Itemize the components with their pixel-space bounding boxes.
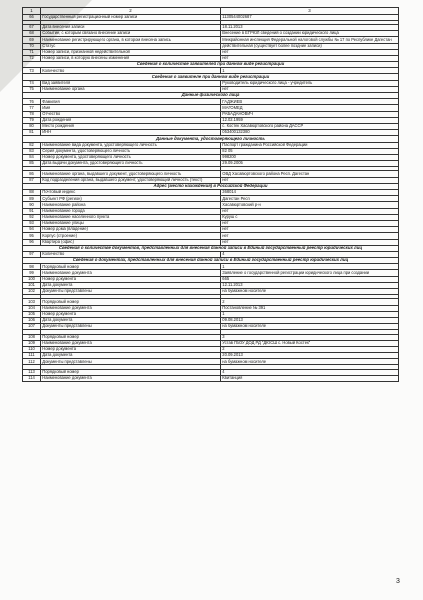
row-value: 18.11.2013	[221, 24, 399, 30]
row-number: 93	[23, 220, 41, 226]
row-label: Наименование документа	[41, 270, 221, 276]
row-number: 106	[23, 317, 41, 323]
row-number: 111	[23, 353, 41, 359]
row-label: Статус	[41, 43, 221, 49]
row-label: Дата внесения записи	[41, 24, 221, 30]
row-label: Номер записи, в которую внесены изменения	[41, 55, 221, 61]
row-number: 83	[23, 148, 41, 154]
row-value: 09.08.2013	[221, 317, 399, 323]
page-number: 3	[396, 578, 400, 585]
row-number: 78	[23, 111, 41, 117]
row-number: 99	[23, 270, 41, 276]
row-value: 368014	[221, 190, 399, 196]
registry-table-body	[23, 8, 399, 382]
row-number: 69	[23, 37, 41, 43]
row-label: Порядковый номер	[41, 334, 221, 340]
row-number: 107	[23, 324, 41, 330]
row-number: 95	[23, 233, 41, 239]
row-number: 74	[23, 80, 41, 86]
row-value: ОВД Хасавюртовского района Респ. Дагестан	[221, 171, 399, 177]
row-number: 71	[23, 49, 41, 55]
row-label: Отчество	[41, 111, 221, 117]
row-value: Паспорт гражданина Российской Федерации	[221, 142, 399, 148]
row-number: 90	[23, 202, 41, 208]
row-label: Код подразделения органа, выдавшего документ, удостоверяющий личность (текст)	[41, 177, 221, 183]
row-label: Дата рождения	[41, 117, 221, 123]
row-label: Наименование вида документа, удостоверяющего личность	[41, 142, 221, 148]
row-label: Место рождения	[41, 123, 221, 129]
row-value: 2	[221, 346, 399, 352]
row-label: Номер дома (владение)	[41, 227, 221, 233]
row-number: 110	[23, 346, 41, 352]
row-label: Наименование населенного пункта	[41, 214, 221, 220]
section-heading-row	[23, 245, 399, 251]
row-label: Порядковый номер	[41, 264, 221, 270]
row-number: 91	[23, 208, 41, 214]
row-number: 102	[23, 289, 41, 295]
row-label: Наименование улицы	[41, 220, 221, 226]
row-number: 100	[23, 276, 41, 282]
section-heading: Данные физического лица	[23, 93, 399, 99]
row-value: нет	[221, 208, 399, 214]
column-header-3: 3	[221, 8, 399, 15]
row-number: 108	[23, 334, 41, 340]
row-number: 109	[23, 340, 41, 346]
row-value: 998200	[221, 154, 399, 160]
row-label: Фамилия	[41, 99, 221, 105]
row-label: Номер документа	[41, 276, 221, 282]
row-number: 67	[23, 24, 41, 30]
row-label: Почтовый индекс	[41, 190, 221, 196]
column-header-1: 1	[23, 8, 41, 15]
section-heading: Сведения о количестве заявителей при данном виде регистрации	[23, 62, 399, 68]
row-value: 4	[221, 251, 399, 257]
row-label: Документы представлены	[41, 289, 221, 295]
row-number: 88	[23, 190, 41, 196]
row-label: Документы представлены	[41, 324, 221, 330]
row-number: 86	[23, 171, 41, 177]
section-heading: Сведения о документах, представленных для внесения данной записи в Единый государственный реестр юридических лиц	[23, 258, 399, 264]
row-value: 12.11.2013	[221, 282, 399, 288]
row-value: 29.09.2005	[221, 161, 399, 167]
row-value: Квитанция	[221, 375, 399, 381]
egrul-extract-sheet	[22, 7, 398, 382]
row-label: Количество	[41, 251, 221, 257]
row-value: нет	[221, 55, 399, 61]
row-value: нет	[221, 233, 399, 239]
row-label: Наименование органа, выдавшего документ, удостоверяющего личность	[41, 171, 221, 177]
row-label: Наименование документа	[41, 375, 221, 381]
row-label: Дата выдачи документа, удостоверяющего личность	[41, 161, 221, 167]
row-number: 66	[23, 14, 41, 20]
row-number: 92	[23, 214, 41, 220]
section-heading: Данные документа, удостоверяющего личность	[23, 136, 399, 142]
row-number: 87	[23, 177, 41, 183]
row-value: Хасавюртовский р-н	[221, 202, 399, 208]
row-value: нет	[221, 49, 399, 55]
column-header-row	[23, 8, 399, 15]
row-number: 98	[23, 264, 41, 270]
row-value: 1	[221, 311, 399, 317]
row-value: нет	[221, 239, 399, 245]
row-value: 1130544002687	[221, 14, 399, 20]
row-value: 3	[221, 334, 399, 340]
row-label: Наименование регистрирующего органа, в котором внесена запись	[41, 37, 221, 43]
row-number: 81	[23, 130, 41, 136]
row-value: на бумажном носителе	[221, 289, 399, 295]
row-number: 96	[23, 239, 41, 245]
row-value: Куруш с	[221, 214, 399, 220]
row-number: 76	[23, 99, 41, 105]
row-label: Номер документа	[41, 311, 221, 317]
row-label: Корпус (строение)	[41, 233, 221, 239]
row-label: Имя	[41, 105, 221, 111]
row-number: 103	[23, 299, 41, 305]
row-value: 1	[221, 264, 399, 270]
row-number: 73	[23, 68, 41, 74]
row-value: нет	[221, 220, 399, 226]
row-number: 82	[23, 142, 41, 148]
row-number: 112	[23, 359, 41, 365]
row-value: Межрайонная инспекция Федеральной налоговой службы № 17 по Республике Дагестан	[221, 37, 399, 43]
row-label: Квартира (офис)	[41, 239, 221, 245]
row-value: РАБАДАНОВИЧ	[221, 111, 399, 117]
row-number: 80	[23, 123, 41, 129]
row-value: на бумажном носителе	[221, 324, 399, 330]
section-heading-row	[23, 258, 399, 264]
row-label: Документы представлены	[41, 359, 221, 365]
row-number: 94	[23, 227, 41, 233]
row-label: Государственный регистрационный номер записи	[41, 14, 221, 20]
row-label: Номер документа	[41, 346, 221, 352]
row-value: 20.09.2013	[221, 353, 399, 359]
row-value: Руководитель юридического лица - учредитель	[221, 80, 399, 86]
row-label: Наименование документа	[41, 305, 221, 311]
row-label: Наименование органа	[41, 86, 221, 92]
row-value: Внесение в ЕГРЮЛ сведений о создании юридического лица	[221, 31, 399, 37]
row-value: ГАДЖИЕВ	[221, 99, 399, 105]
row-value: 053400132380	[221, 130, 399, 136]
registry-table	[22, 7, 399, 382]
row-number: 114	[23, 375, 41, 381]
row-value: с. Костек Хасавюртовского района ДАССР	[221, 123, 399, 129]
row-number: 84	[23, 154, 41, 160]
row-value: 4	[221, 369, 399, 375]
row-value: 2	[221, 299, 399, 305]
row-value: Постановление № 391	[221, 305, 399, 311]
row-label: Порядковый номер	[41, 299, 221, 305]
table-row	[23, 375, 399, 381]
row-value: нет	[221, 227, 399, 233]
row-value: 82 05	[221, 148, 399, 154]
row-value: 1	[221, 68, 399, 74]
row-label: Дата документа	[41, 317, 221, 323]
row-label: Наименование района	[41, 202, 221, 208]
row-value: нет	[221, 177, 399, 183]
row-value: Дагестан Респ	[221, 196, 399, 202]
row-number: 97	[23, 251, 41, 257]
row-number: 113	[23, 369, 41, 375]
row-value: нет	[221, 86, 399, 92]
row-number: 68	[23, 31, 41, 37]
row-value: действительная (существует более поздние записи)	[221, 43, 399, 49]
row-label: Номер документа, удостоверяющего личность	[41, 154, 221, 160]
row-number: 85	[23, 161, 41, 167]
row-number: 104	[23, 305, 41, 311]
row-label: Вид заявителя	[41, 80, 221, 86]
row-label: Количество	[41, 68, 221, 74]
row-value: на бумажном носителе	[221, 359, 399, 365]
section-heading: Адрес (место нахождения) в Российской Федерации	[23, 183, 399, 189]
row-number: 72	[23, 55, 41, 61]
section-heading: Сведения о заявителе при данном виде регистрации	[23, 74, 399, 80]
row-label: Номер записи, признанной недействительной	[41, 49, 221, 55]
row-label: Наименование города	[41, 208, 221, 214]
row-label: Дата документа	[41, 282, 221, 288]
row-number: 79	[23, 117, 41, 123]
row-number: 105	[23, 311, 41, 317]
row-value: Заявление о государственной регистрации юридического лица при создании	[221, 270, 399, 276]
row-value: 665	[221, 276, 399, 282]
row-value: МАГОМЕД	[221, 105, 399, 111]
row-label: Дата документа	[41, 353, 221, 359]
row-value: 12.02.1959	[221, 117, 399, 123]
row-label: Серия документа, удостоверяющего личность	[41, 148, 221, 154]
row-label: Субъект РФ (регион)	[41, 196, 221, 202]
row-value: Устав ГБОУ ДОД РД "ДЮСШ с. Новый Костек"	[221, 340, 399, 346]
section-heading: Сведения о количестве документов, представленных для внесения данной записи в Единый государственный реестр юридических лиц	[23, 245, 399, 251]
row-number: 89	[23, 196, 41, 202]
row-label: Порядковый номер	[41, 369, 221, 375]
row-label: Наименование документа	[41, 340, 221, 346]
row-label: Событие, с которым связано внесение записи	[41, 31, 221, 37]
row-number: 70	[23, 43, 41, 49]
row-label: ИНН	[41, 130, 221, 136]
row-number: 101	[23, 282, 41, 288]
row-number: 75	[23, 86, 41, 92]
column-header-2: 2	[41, 8, 221, 15]
row-number: 77	[23, 105, 41, 111]
